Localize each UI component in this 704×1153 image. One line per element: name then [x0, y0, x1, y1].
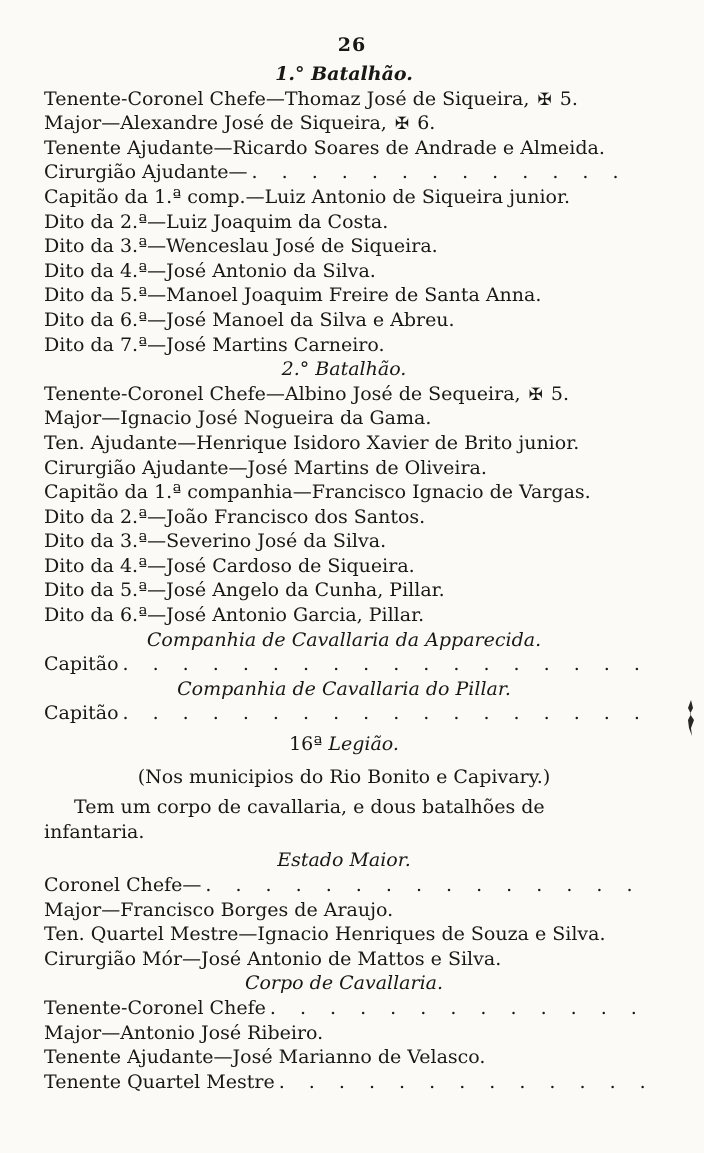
- entry-line: [44, 382, 644, 407]
- section-heading-cavallaria-apparecida: Companhia de Cavallaria da Apparecida.: [146, 628, 542, 651]
- entry-line: Major—Antonio José Ribeiro.: [44, 1021, 324, 1044]
- entry-text: Tenente Quartel Mestre: [44, 1070, 275, 1093]
- entry-line-vacant: [44, 1070, 644, 1095]
- entry-line: Cirurgião Ajudante—José Martins de Oliveira.: [44, 456, 487, 479]
- entry-line: Major—Francisco Borges de Araujo.: [44, 898, 394, 921]
- entry-line: Tenente Ajudante—José Marianno de Velasco.: [44, 1046, 486, 1069]
- entry-line: Ten. Quartel Mestre—Ignacio Henriques de Souza e Silva.: [44, 923, 606, 946]
- section-heading-corpo-cavallaria: Corpo de Cavallaria.: [244, 972, 444, 995]
- entry-line: Major—Ignacio José Nogueira da Gama.: [44, 407, 432, 430]
- entry-text: 5.: [559, 87, 578, 110]
- legiao-word: Legião.: [328, 733, 399, 756]
- entry-text: Tenente-Coronel Chefe—Thomaz José de Siqueira,: [44, 87, 530, 110]
- entry-text: Coronel Chefe—: [44, 874, 202, 896]
- entry-line: Dito da 6.ª—José Manoel da Silva e Abreu.: [44, 308, 455, 331]
- entry-text: 6.: [417, 112, 436, 135]
- order-cross-icon: ✠: [394, 114, 410, 135]
- entry-line: Dito da 3.ª—Severino José da Silva.: [44, 530, 387, 553]
- section-heading-1-batalhao: 1.° Batalhão.: [275, 63, 413, 85]
- entry-line: Dito da 7.ª—José Martins Carneiro.: [44, 333, 385, 356]
- entry-text: Major—Alexandre José de Siqueira,: [44, 112, 387, 135]
- dot-leader: [252, 160, 644, 185]
- legiao-paragraph: Tem um corpo de cavallaria, e dous batalhões de infantaria.: [44, 796, 545, 843]
- section-heading-estado-maior: Estado Maior.: [277, 849, 411, 872]
- entry-line-vacant: [44, 160, 644, 185]
- entry-line: Tenente Ajudante—Ricardo Soares de Andrade e Almeida.: [44, 136, 605, 159]
- entry-line: Dito da 6.ª—José Antonio Garcia, Pillar.: [44, 604, 425, 627]
- document-body: [44, 62, 644, 1094]
- legiao-subtitle: (Nos municipios do Rio Bonito e Capivary.): [137, 765, 551, 788]
- entry-line: Capitão da 1.ª companhia—Francisco Ignacio de Vargas.: [44, 481, 591, 504]
- entry-line: Dito da 4.ª—José Cardoso de Siqueira.: [44, 554, 415, 577]
- entry-text: Tenente-Coronel Chefe: [44, 996, 266, 1019]
- dot-leader: [279, 1070, 644, 1095]
- entry-line: Dito da 5.ª—José Angelo da Cunha, Pillar.: [44, 579, 445, 602]
- ink-blot-mark: [686, 698, 696, 738]
- entry-text: Tenente-Coronel Chefe—Albino José de Sequeira,: [44, 382, 521, 405]
- legiao-number: 16ª: [289, 733, 323, 756]
- entry-text: Capitão: [44, 653, 119, 676]
- entry-line: Dito da 3.ª—Wenceslau José de Siqueira.: [44, 235, 438, 258]
- dot-leader: [123, 652, 644, 677]
- entry-line: Dito da 2.ª—Luiz Joaquim da Costa.: [44, 210, 389, 233]
- entry-line: [44, 111, 644, 136]
- entry-line: Capitão da 1.ª comp.—Luiz Antonio de Siqueira junior.: [44, 185, 570, 208]
- entry-line-vacant: [44, 873, 644, 898]
- entry-text: Cirurgião Ajudante—: [44, 161, 248, 184]
- entry-line: Dito da 4.ª—José Antonio da Silva.: [44, 259, 376, 282]
- entry-line: Dito da 2.ª—João Francisco dos Santos.: [44, 505, 426, 528]
- entry-text: Capitão: [44, 702, 119, 725]
- order-cross-icon: ✠: [537, 89, 552, 110]
- entry-line-vacant: [44, 652, 644, 677]
- entry-line: Dito da 5.ª—Manoel Joaquim Freire de Santa Anna.: [44, 284, 542, 307]
- dot-leader: [123, 701, 644, 726]
- entry-line: Cirurgião Mór—José Antonio de Mattos e Silva.: [44, 947, 502, 970]
- dot-leader: [205, 873, 644, 898]
- entry-line-vacant: [44, 996, 644, 1021]
- page-number: 26: [337, 34, 367, 56]
- order-cross-icon: ✠: [528, 384, 543, 405]
- entry-line-vacant: [44, 701, 644, 726]
- entry-text: 5.: [550, 382, 570, 405]
- entry-line: [44, 87, 644, 112]
- entry-line: Ten. Ajudante—Henrique Isidoro Xavier de Brito junior.: [44, 431, 580, 454]
- legiao-heading: [44, 732, 644, 757]
- section-heading-2-batalhao: 2.° Batalhão.: [281, 358, 407, 381]
- dot-leader: [270, 996, 644, 1021]
- section-heading-cavallaria-pillar: Companhia de Cavallaria do Pillar.: [177, 677, 511, 700]
